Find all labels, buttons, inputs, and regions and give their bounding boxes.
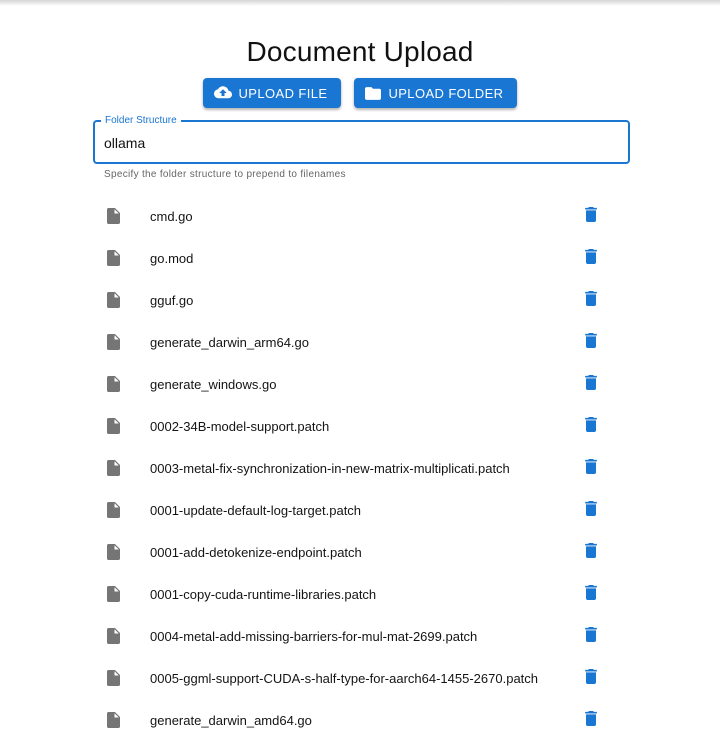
folder-structure-input[interactable] bbox=[104, 131, 614, 155]
file-name: 0001-copy-cuda-runtime-libraries.patch bbox=[150, 586, 377, 602]
file-name: generate_darwin_arm64.go bbox=[150, 334, 309, 350]
upload-file-label: UPLOAD FILE bbox=[238, 85, 328, 101]
delete-file-button[interactable] bbox=[581, 375, 601, 395]
delete-file-button[interactable] bbox=[581, 501, 601, 521]
file-icon bbox=[107, 208, 120, 224]
trash-icon bbox=[585, 669, 597, 689]
trash-icon bbox=[585, 501, 597, 521]
file-name: go.mod bbox=[150, 250, 194, 266]
trash-icon bbox=[585, 333, 597, 353]
trash-icon bbox=[585, 459, 597, 479]
file-list-item bbox=[93, 489, 630, 531]
file-icon bbox=[107, 712, 120, 728]
trash-icon bbox=[585, 375, 597, 395]
page-title: Document Upload bbox=[246, 36, 474, 67]
file-list-item bbox=[93, 447, 630, 489]
file-name: 0001-update-default-log-target.patch bbox=[150, 502, 362, 518]
file-icon bbox=[107, 586, 120, 602]
delete-file-button[interactable] bbox=[581, 669, 601, 689]
delete-file-button[interactable] bbox=[581, 543, 601, 563]
file-icon bbox=[107, 250, 120, 266]
folder-structure-label: Folder Structure bbox=[101, 114, 181, 128]
file-name: 0001-add-detokenize-endpoint.patch bbox=[150, 544, 362, 560]
delete-file-button[interactable] bbox=[581, 585, 601, 605]
trash-icon bbox=[585, 207, 597, 227]
delete-file-button[interactable] bbox=[581, 459, 601, 479]
trash-icon bbox=[585, 291, 597, 311]
folder-structure-field bbox=[93, 115, 630, 164]
file-list-item bbox=[93, 573, 630, 615]
trash-icon bbox=[585, 249, 597, 269]
file-list-item bbox=[93, 321, 630, 363]
upload-file-button[interactable] bbox=[203, 78, 342, 108]
file-icon bbox=[107, 670, 120, 686]
folder-structure-helper-text: Specify the folder structure to prepend to filenames bbox=[104, 169, 346, 180]
file-icon bbox=[107, 544, 120, 560]
delete-file-button[interactable] bbox=[581, 291, 601, 311]
trash-icon bbox=[585, 585, 597, 605]
trash-icon bbox=[585, 627, 597, 647]
upload-folder-label: UPLOAD FOLDER bbox=[388, 85, 504, 101]
file-list-item bbox=[93, 699, 630, 741]
upload-button-row bbox=[0, 78, 720, 108]
top-shadow bbox=[0, 0, 720, 6]
file-name: 0005-ggml-support-CUDA-s-half-type-for-aarch64-1455-2670.patch bbox=[150, 670, 539, 686]
delete-file-button[interactable] bbox=[581, 249, 601, 269]
file-list-item bbox=[93, 531, 630, 573]
delete-file-button[interactable] bbox=[581, 333, 601, 353]
folder-icon bbox=[365, 87, 381, 100]
file-name: generate_windows.go bbox=[150, 376, 277, 392]
trash-icon bbox=[585, 543, 597, 563]
file-name: 0002-34B-model-support.patch bbox=[150, 418, 330, 434]
cloud-upload-icon bbox=[214, 86, 232, 100]
file-icon bbox=[107, 460, 120, 476]
file-list-item bbox=[93, 195, 630, 237]
file-list-item bbox=[93, 657, 630, 699]
delete-file-button[interactable] bbox=[581, 207, 601, 227]
trash-icon bbox=[585, 711, 597, 731]
file-list bbox=[93, 195, 630, 741]
file-name: 0003-metal-fix-synchronization-in-new-matrix-multiplicati.patch bbox=[150, 460, 510, 476]
upload-folder-button[interactable] bbox=[354, 78, 517, 108]
delete-file-button[interactable] bbox=[581, 417, 601, 437]
file-icon bbox=[107, 628, 120, 644]
delete-file-button[interactable] bbox=[581, 627, 601, 647]
file-name: cmd.go bbox=[150, 208, 193, 224]
file-icon bbox=[107, 418, 120, 434]
delete-file-button[interactable] bbox=[581, 711, 601, 731]
file-icon bbox=[107, 376, 120, 392]
file-list-item bbox=[93, 405, 630, 447]
file-name: gguf.go bbox=[150, 292, 194, 308]
file-name: 0004-metal-add-missing-barriers-for-mul-mat-2699.patch bbox=[150, 628, 478, 644]
file-icon bbox=[107, 334, 120, 350]
trash-icon bbox=[585, 417, 597, 437]
file-icon bbox=[107, 502, 120, 518]
file-name: generate_darwin_amd64.go bbox=[150, 712, 312, 728]
file-list-item bbox=[93, 615, 630, 657]
file-list-item bbox=[93, 363, 630, 405]
file-list-item bbox=[93, 279, 630, 321]
file-icon bbox=[107, 292, 120, 308]
file-list-item bbox=[93, 237, 630, 279]
